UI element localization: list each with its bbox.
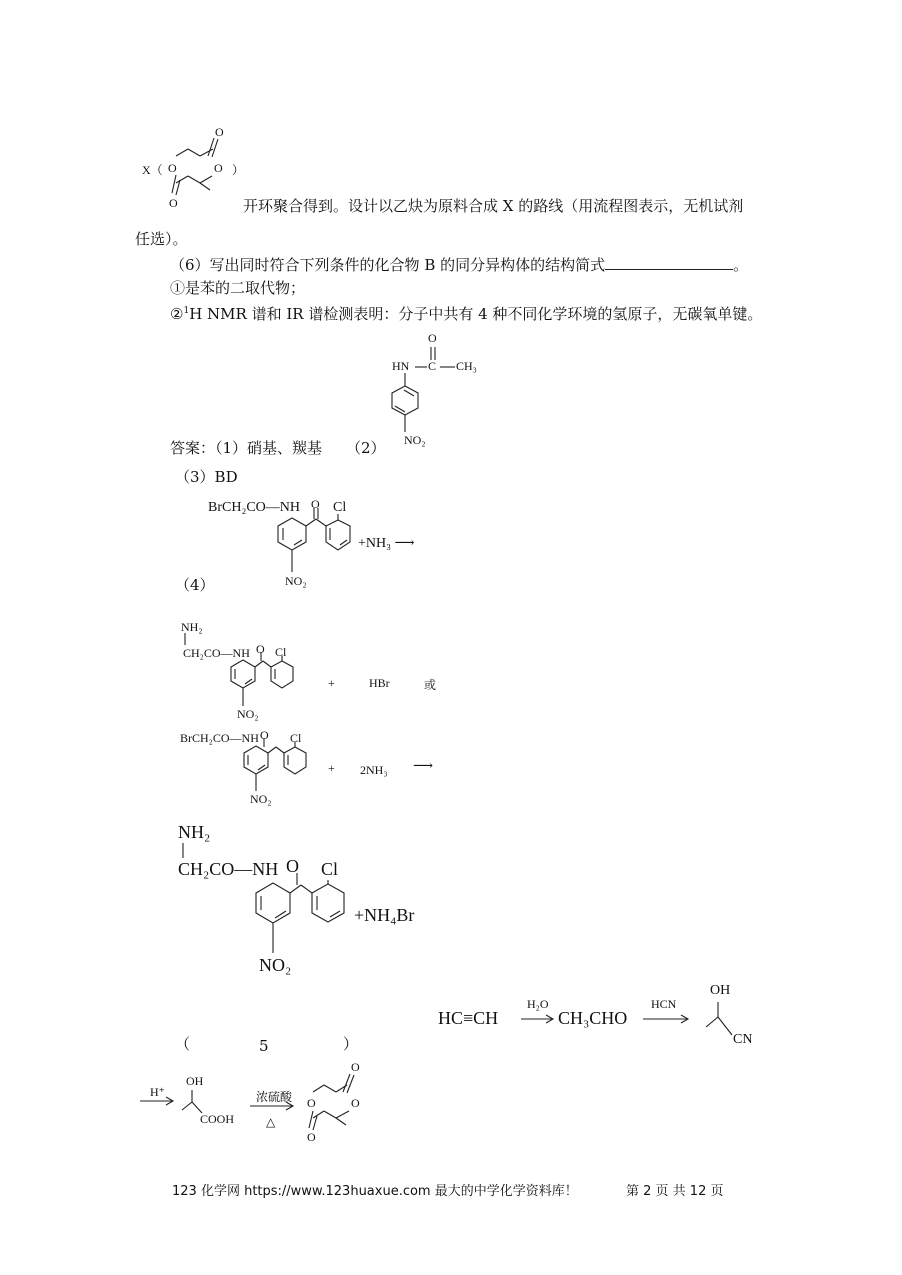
answer-4: （4） (175, 576, 215, 594)
footer-site: 123 化学网 https://www.123huaxue.com 最大的中学化学资料库！ (172, 1184, 578, 1199)
acet-o: O (428, 331, 437, 345)
r4c-o: O (286, 856, 299, 876)
r4a-o: O (256, 642, 265, 656)
q5-line2: 任选）。 (135, 230, 188, 248)
x-close: ） (232, 163, 245, 177)
answer-5-open: （ (175, 1035, 191, 1053)
answer-label: 答案： (170, 439, 216, 457)
r5-cn: CN (733, 1032, 753, 1047)
cond2-text: H NMR 谱和 IR 谱检测表明：分子中共有 4 种不同化学环境的氢原子，无碳氧单键。 (189, 305, 763, 323)
acet-hn: HN (392, 359, 410, 373)
answer-5-close: ） (343, 1035, 359, 1053)
r5b-oh: OH (186, 1074, 204, 1088)
r4b-o: O (260, 728, 269, 742)
r5b-lactide-o-right: O (351, 1096, 360, 1110)
r5-ch3cho: CH₃CHO (558, 1008, 628, 1028)
r4a-plus: + (328, 676, 335, 690)
q6-condition-2 (170, 301, 762, 324)
r4a-cl: Cl (275, 645, 287, 659)
answer-2: （2） (346, 439, 386, 457)
x-label: X（ (142, 163, 163, 177)
answer-1-text: （1）硝基、羰基 (215, 439, 323, 457)
r4a-no2: NO₂ (237, 707, 259, 721)
r5-h2o: H₂O (527, 997, 549, 1011)
r4b-cl: Cl (290, 731, 302, 745)
r5-oh: OH (710, 983, 731, 998)
answer-5-number: 5 (259, 1037, 269, 1055)
r5b-conc-h2so4: 浓硫酸 (256, 1090, 293, 1104)
r4-brch2co-nh: BrCH₂CO—NH (208, 500, 300, 515)
r4b-2nh3: 2NH₃ (360, 763, 388, 777)
r4a-or: 或 (424, 678, 437, 692)
x-ring-o-left: O (168, 161, 177, 175)
acet-ch3: CH₃ (456, 359, 477, 373)
r4c-nh2: NH₂ (178, 822, 211, 842)
footer-page: 第 2 页 共 12 页 (626, 1184, 724, 1199)
r4b-arrow: ⟶ (413, 759, 434, 774)
r5b-lactide-o-top: O (351, 1060, 360, 1074)
x-ring-o-right: O (214, 161, 223, 175)
q6-stem-text: （6）写出同时符合下列条件的化合物 B 的同分异构体的结构简式 (170, 256, 606, 274)
q6-condition-1: ①是苯的二取代物； (170, 279, 306, 297)
r4c-plus-nh4br: +NH₄Br (354, 905, 415, 925)
r4c-ch2co-nh: CH₂CO—NH (178, 859, 279, 879)
cond2-marker: ② (170, 305, 184, 323)
r4b-no2: NO₂ (250, 792, 272, 806)
r4-cl: Cl (333, 500, 347, 515)
r5b-lactide-o-left: O (307, 1096, 316, 1110)
q5-line1: 开环聚合得到。设计以乙炔为原料合成 X 的路线（用流程图表示，无机试剂 (243, 197, 744, 215)
r4b-brch2co-nh: BrCH₂CO—NH (180, 731, 259, 745)
cond2-sup: 1 (183, 306, 190, 316)
answer-blank (605, 255, 733, 270)
q6-stem (170, 255, 748, 275)
r4c-cl: Cl (321, 859, 339, 879)
r4a-ch2co-nh: CH₂CO—NH (183, 646, 250, 660)
r4-plus-nh3: +NH₃ ⟶ (358, 536, 415, 551)
answer-3: （3）BD (175, 468, 238, 486)
acet-c: C (428, 359, 437, 373)
r5b-cooh: COOH (200, 1112, 235, 1126)
r4a-hbr: HBr (369, 676, 390, 690)
r5-hcn: HCN (651, 997, 677, 1011)
acet-no2: NO₂ (404, 433, 426, 447)
r4-o: O (311, 497, 320, 511)
r5b-hplus: H⁺ (150, 1085, 165, 1099)
q6-stem-end: 。 (733, 256, 749, 274)
r5b-bonds (0, 0, 1, 1)
r5-hcch: HC≡CH (438, 1008, 499, 1028)
r4a-nh2: NH₂ (181, 620, 203, 634)
r4-no2: NO₂ (285, 574, 307, 588)
r4c-no2: NO₂ (259, 955, 292, 975)
r4b-plus: + (328, 761, 335, 775)
x-bottom-o: O (169, 196, 178, 210)
x-top-o: O (215, 125, 224, 139)
answer-1 (170, 438, 322, 458)
r5b-heat: △ (266, 1115, 276, 1129)
r5b-lactide-o-bottom: O (307, 1130, 316, 1144)
